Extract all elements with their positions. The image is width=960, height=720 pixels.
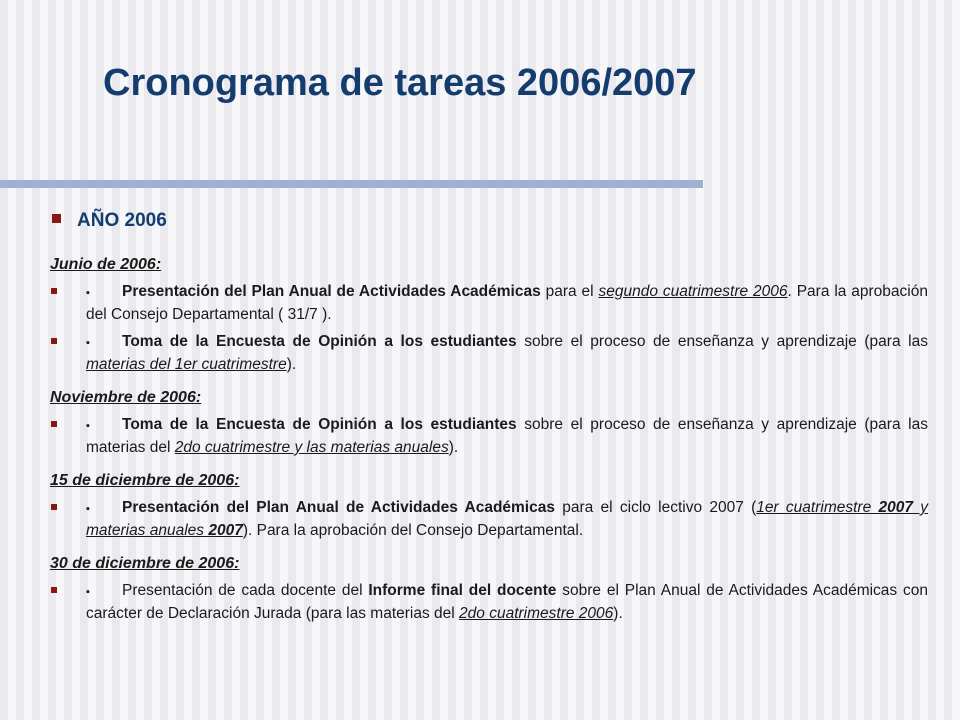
schedule-content <box>50 254 928 630</box>
item-bold-text: Informe final del docente <box>368 582 557 599</box>
period-heading-noviembre: Noviembre de 2006: <box>50 389 202 406</box>
small-square-icon: ▪ <box>86 420 90 432</box>
period-heading-junio: Junio de 2006: <box>50 256 162 273</box>
item-text: . Para la aprobación del Consejo Departamental ( 31/7 ). <box>86 283 928 323</box>
page-title: Cronograma de tareas 2006/2007 <box>103 62 697 104</box>
item-underlined-text: 2do cuatrimestre 2006 <box>459 605 614 622</box>
square-bullet-icon <box>51 504 57 510</box>
square-bullet-icon <box>51 587 57 593</box>
item-bold-text: Toma de la Encuesta de Opinión a los estudiantes <box>122 333 517 350</box>
item-text: para el <box>540 283 599 300</box>
item-text: ). <box>613 605 623 622</box>
item-text: ). <box>286 356 297 373</box>
square-bullet-icon <box>52 214 61 223</box>
list-item <box>50 580 928 624</box>
title-divider <box>0 180 703 188</box>
list-item <box>50 331 928 375</box>
item-underlined-text: segundo cuatrimestre 2006 <box>598 283 788 300</box>
item-text: sobre el proceso de enseñanza y aprendizaje (para las materias del <box>86 416 928 456</box>
square-bullet-icon <box>51 288 57 294</box>
year-heading <box>52 210 167 232</box>
small-square-icon: ▪ <box>86 337 90 349</box>
item-text: Presentación de cada docente del <box>122 582 369 599</box>
item-text: para el ciclo lectivo 2007 ( <box>554 499 757 516</box>
item-underlined-text: 2do cuatrimestre y las materias anuales <box>174 439 449 456</box>
year-heading-text: AÑO 2006 <box>77 210 167 231</box>
period-heading-30-diciembre: 30 de diciembre de 2006: <box>50 555 240 572</box>
item-underlined-bold-text: 2007 <box>878 499 913 516</box>
item-bold-text: Toma de la Encuesta de Opinión a los estudiantes <box>122 416 517 433</box>
item-underlined-text: 1er cuatrimestre <box>756 499 879 516</box>
item-bold-text: Presentación del Plan Anual de Actividades Académicas <box>122 499 555 516</box>
item-text: sobre el proceso de enseñanza y aprendizaje (para las <box>516 333 928 350</box>
small-square-icon: ▪ <box>86 287 90 299</box>
list-item <box>50 497 928 541</box>
small-square-icon: ▪ <box>86 586 90 598</box>
square-bullet-icon <box>51 421 57 427</box>
item-underlined-text: materias del 1er cuatrimestre <box>86 356 287 373</box>
item-text: ). Para la aprobación del Consejo Departamental. <box>242 522 584 539</box>
small-square-icon: ▪ <box>86 503 90 515</box>
list-item <box>50 281 928 325</box>
item-text: sobre el Plan Anual de Actividades Académicas con carácter de Declaración Jurada (para las materias del <box>86 582 928 622</box>
item-bold-text: Presentación del Plan Anual de Actividades Académicas <box>122 283 541 300</box>
item-underlined-bold-text: 2007 <box>208 522 243 539</box>
list-item <box>50 414 928 458</box>
item-text: ). <box>448 439 459 456</box>
square-bullet-icon <box>51 338 57 344</box>
item-underlined-text: y materias anuales <box>86 499 928 539</box>
period-heading-15-diciembre: 15 de diciembre de 2006: <box>50 472 240 489</box>
